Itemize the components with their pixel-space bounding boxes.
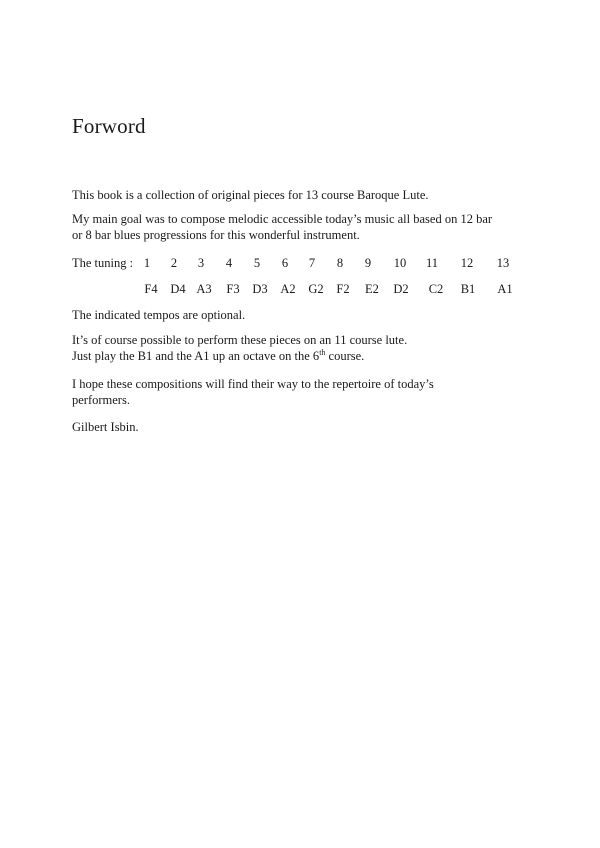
tuning-note: F2 bbox=[336, 282, 350, 296]
course-number: 12 bbox=[460, 256, 474, 270]
tuning-note: A2 bbox=[280, 282, 296, 296]
hope-paragraph bbox=[72, 376, 434, 408]
course-number: 13 bbox=[496, 256, 510, 270]
line-text: course. bbox=[325, 349, 365, 363]
course-number: 8 bbox=[336, 256, 344, 270]
tempo-note: The indicated tempos are optional. bbox=[72, 308, 246, 322]
author-signature: Gilbert Isbin. bbox=[72, 420, 139, 434]
course-number: 6 bbox=[281, 256, 289, 270]
tuning-note: F4 bbox=[144, 282, 158, 296]
tuning-note: E2 bbox=[365, 282, 379, 296]
eleven-course-line-1: It’s of course possible to perform these pieces on an 11 course lute. bbox=[72, 333, 408, 347]
tuning-note: G2 bbox=[308, 282, 324, 296]
course-number: 2 bbox=[170, 256, 178, 270]
course-number: 4 bbox=[225, 256, 233, 270]
course-number: 5 bbox=[253, 256, 261, 270]
tuning-courses-row bbox=[72, 255, 532, 271]
course-number: 1 bbox=[143, 256, 151, 270]
goal-line-2: or 8 bar blues progressions for this wonderful instrument. bbox=[72, 228, 360, 242]
tuning-note: A1 bbox=[497, 282, 513, 296]
course-number: 3 bbox=[197, 256, 205, 270]
goal-line-1: My main goal was to compose melodic accessible today’s music all based on 12 bar bbox=[72, 212, 493, 226]
line-text: Just play the B1 and the A1 up an octave on the 6 bbox=[72, 349, 320, 363]
tuning-notes-row bbox=[72, 281, 532, 297]
page-title: Forword bbox=[72, 114, 146, 138]
course-number: 10 bbox=[393, 256, 407, 270]
tuning-note: A3 bbox=[196, 282, 212, 296]
hope-line-2: performers. bbox=[72, 393, 130, 407]
course-number: 11 bbox=[425, 256, 439, 270]
tuning-note: D2 bbox=[393, 282, 409, 296]
hope-line-1: I hope these compositions will find their way to the repertoire of today’s bbox=[72, 377, 434, 391]
superscript-th: th bbox=[319, 347, 326, 357]
tuning-note: B1 bbox=[460, 282, 476, 296]
tuning-note: D4 bbox=[170, 282, 186, 296]
intro-paragraph: This book is a collection of original pieces for 13 course Baroque Lute. bbox=[72, 188, 429, 202]
tuning-note: F3 bbox=[226, 282, 240, 296]
goal-paragraph bbox=[72, 211, 492, 243]
course-number: 7 bbox=[308, 256, 316, 270]
tuning-note: C2 bbox=[428, 282, 444, 296]
tuning-note: D3 bbox=[252, 282, 268, 296]
eleven-course-paragraph bbox=[72, 332, 407, 364]
eleven-course-line-2 bbox=[72, 348, 407, 364]
course-number: 9 bbox=[364, 256, 372, 270]
tuning-label: The tuning : bbox=[72, 256, 134, 270]
